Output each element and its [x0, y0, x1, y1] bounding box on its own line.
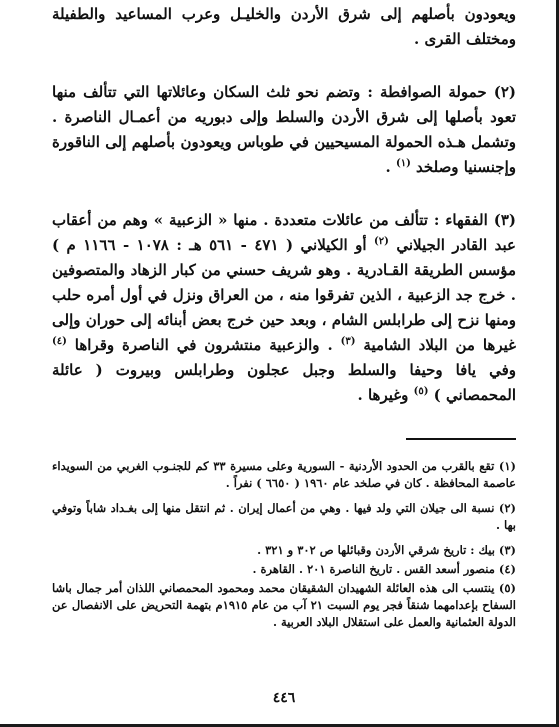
footnote-ref-2[interactable]: (٢)	[374, 236, 389, 247]
intro-text: ويعودون بأصلهم إلى شرق الأردن والخليـل وعرب المساعيد والطفيلة ومختلف القرى .	[52, 5, 516, 48]
section-3-heading: (٣) الفقهاء :	[433, 211, 516, 229]
section-3-text-e: وغيرها .	[357, 386, 409, 404]
footnote-1: (١) تقع بالقرب من الحدود الأردنية - السورية وعلى مسيرة ٣٣ كم للجنـوب الغربي من السويداء عاصمة المحافظة . كان في صلخد عام ١٩٦٠ ( ٦٦٥٠ ) نفراً .	[52, 459, 516, 490]
footnote-ref-3[interactable]: (٣)	[340, 336, 356, 347]
section-2-text: وتضم نحو ثلث السكان وعائلاتها التي تتألف منها تعود بأصلها إلى شرق الأردن والسلط وإلى دبوريه من أعمـال الناصرة . وتشمل هـذه الحمولة المسيحيين في طوباس ويعودون بأصلهم إلى الناقورة وإجنسنيا وصلخد	[52, 83, 516, 176]
footnote-ref-1[interactable]: (١)	[395, 158, 411, 169]
section-3-text-d: وفي يافا وحيفا والسلط وجبل عجلون وطرابلس وبيروت ( عائلة المحمصاني )	[52, 361, 516, 404]
section-2-heading: (٢) حمولة الصوافطة :	[367, 83, 516, 101]
intro-paragraph	[52, 2, 516, 52]
footnote-3: (٣) بيك : تاريخ شرقي الأردن وقبائلها ص ٣٠٢ و ٣٢١ .	[257, 543, 516, 557]
footnotes	[52, 458, 516, 639]
footnote-ref-4[interactable]: (٤)	[52, 336, 67, 347]
section-2-end: .	[385, 158, 391, 176]
section-3-text-c: . والزعبية منتشرون في الناصرة وقراها	[74, 336, 333, 354]
section-2-paragraph	[52, 80, 516, 180]
footnote-5: (٥) ينتسب الى هذه العائلة الشهيدان الشقيقان محمد ومحمود المحمصاني اللذان أمر جمال باشا السفاح بإعدامهما شنقاً فجر يوم السبت ٢١ آب من عام ١٩١٥م بتهمة التحريض على الانفصال عن الدولة العثمانية والعمل على استقلال البلاد العربية .	[52, 581, 516, 629]
footnote-ref-5[interactable]: (٥)	[413, 386, 429, 397]
footnote-4: (٤) منصور أسعد القس . تاريخ الناصرة ٢٠١ . القاهرة .	[252, 562, 516, 576]
section-3-paragraph	[52, 208, 516, 408]
section-3-text-b: أو الكيلاني ( ٤٧١ - ٥٦١ هـ : ١٠٧٨ - ١١٦٦ م ) مؤسس الطريقة القـادرية . وهو شريف حسني من كبار الزهاد والمتصوفين . خرج جد الزعبية ، الذين تفرقوا منه ، من العراق ونزل في أول أمره حلب ومنها نزح إلى طرابلس الشام ، وبعد حين خرج بعض أبنائه إلى حوران وإلى غيرها من البلاد الشامية	[52, 236, 516, 354]
page-number: ٤٤٦	[272, 690, 296, 706]
footnote-2: (٢) نسبة الى جيلان التي ولد فيها . وهي من أعمال إيران . ثم انتقل منها إلى بغـداد شاباً وتوفي بها .	[52, 501, 516, 532]
section-3-text-a: تتألف من عائلات متعددة . منها « الزعبية » وهم من أعقاب عبد القادر الجيلاني	[52, 211, 516, 254]
footnote-divider	[406, 438, 516, 440]
